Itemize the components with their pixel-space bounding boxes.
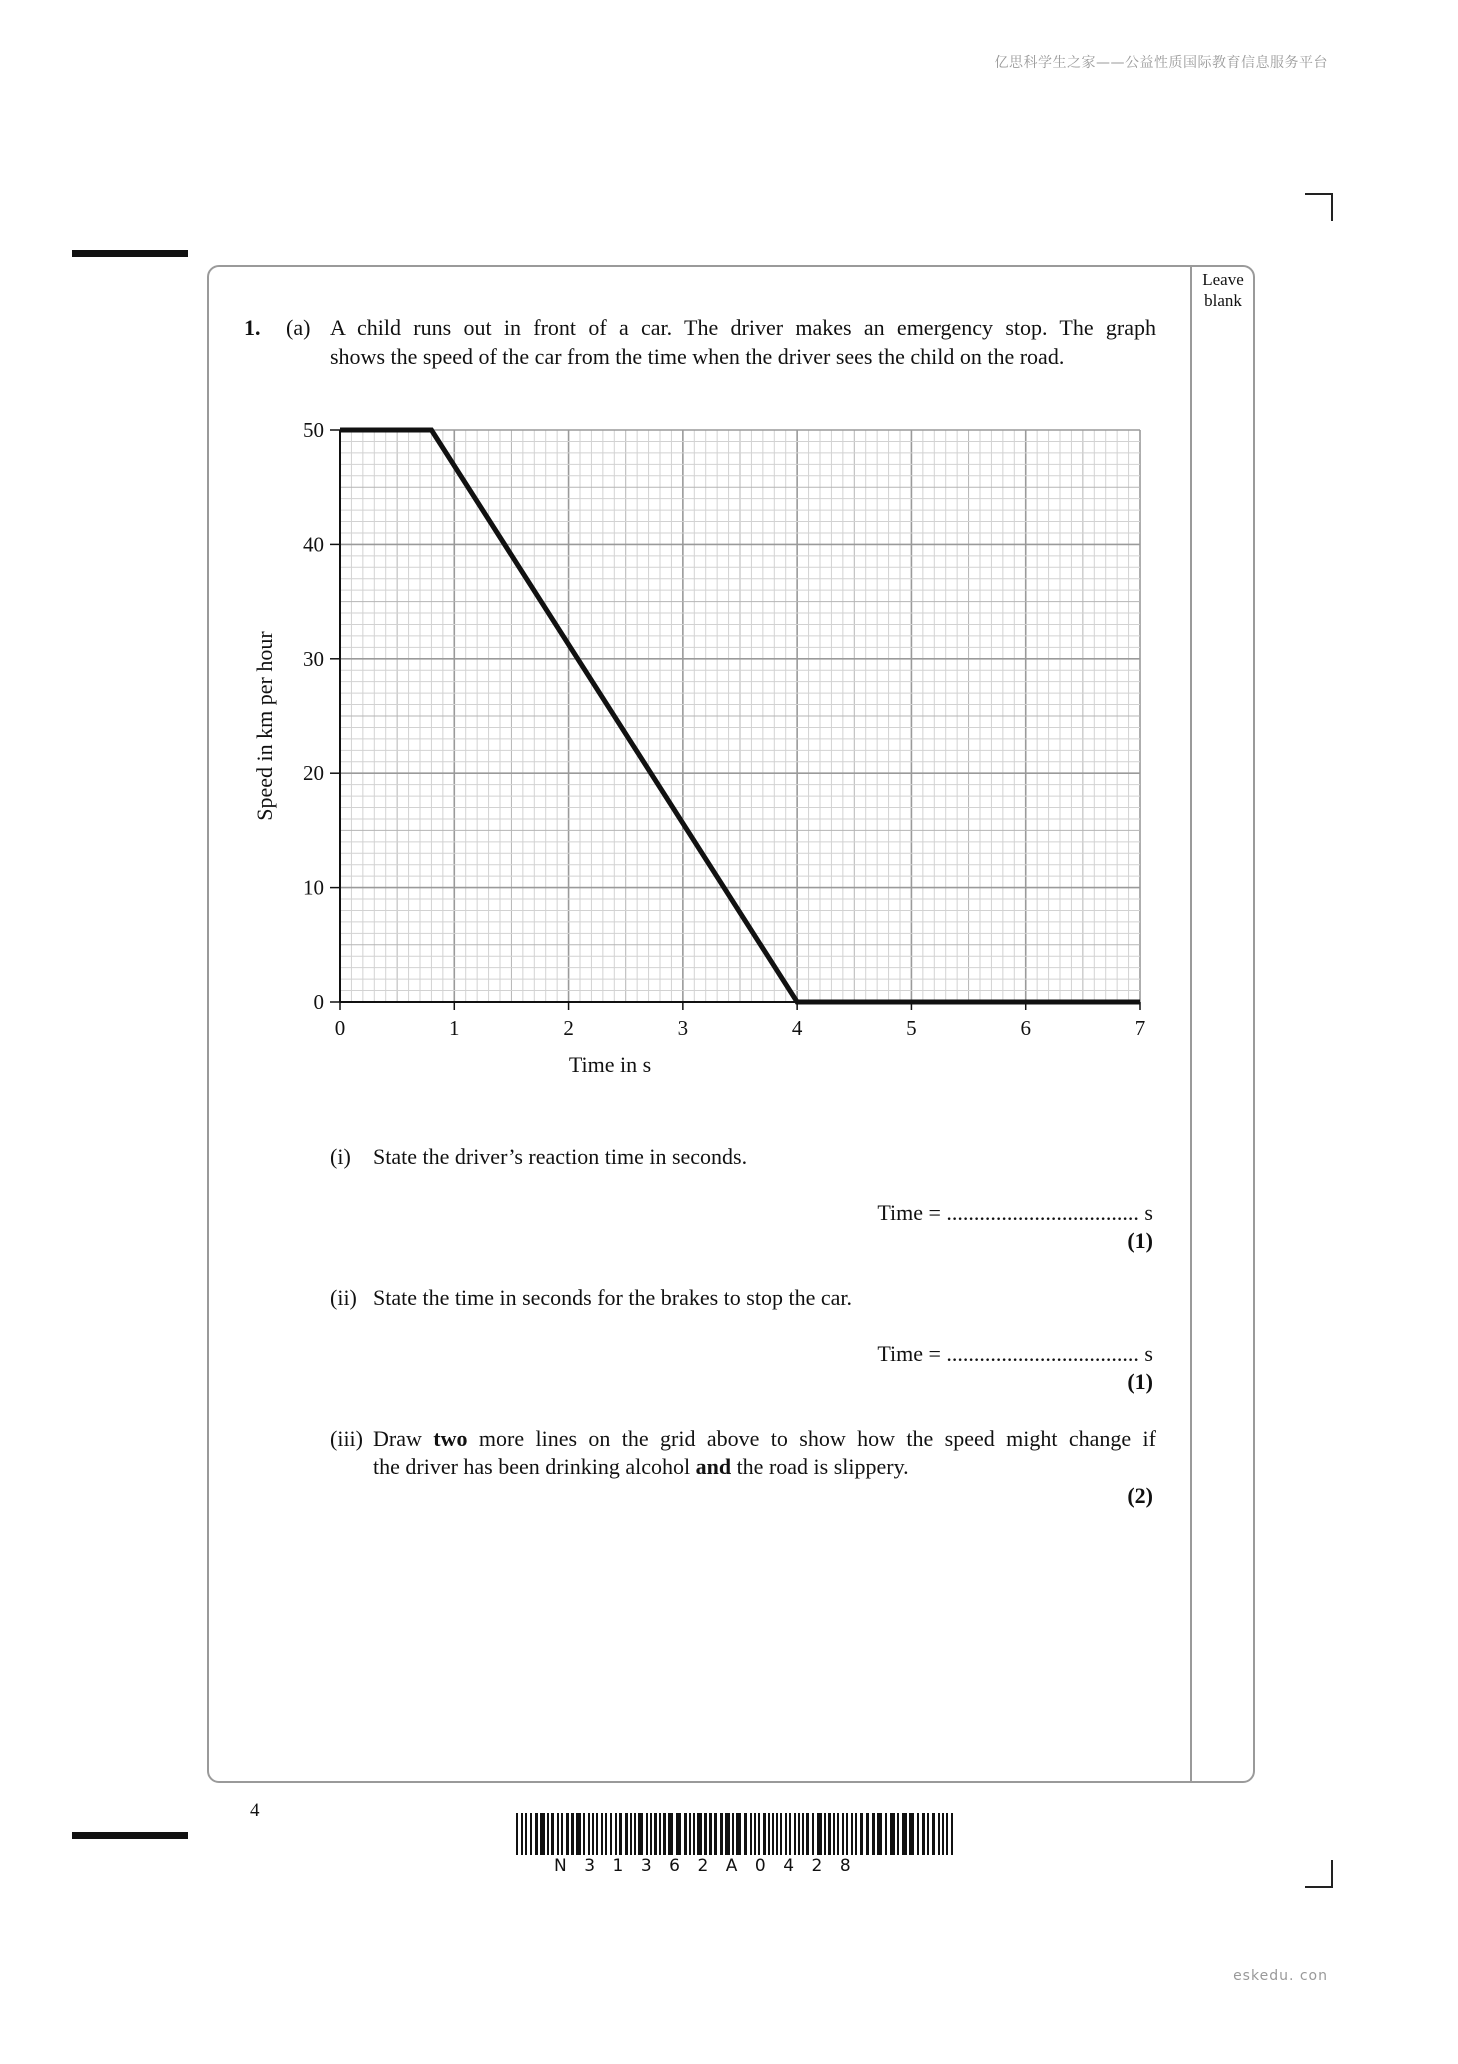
barcode-bar xyxy=(938,1813,940,1855)
registration-bar-bottom xyxy=(72,1832,188,1839)
barcode-bar xyxy=(684,1813,687,1855)
barcode-bar xyxy=(750,1813,752,1855)
barcode-bar xyxy=(630,1813,632,1855)
barcode-bar xyxy=(902,1813,907,1855)
barcode-bar xyxy=(763,1813,766,1855)
x-tick-label: 2 xyxy=(563,1016,574,1040)
registration-bar-top xyxy=(72,250,188,257)
barcode-bar xyxy=(650,1813,652,1855)
barcode-bar xyxy=(846,1813,848,1855)
barcode-bar xyxy=(725,1813,730,1855)
barcode-bar xyxy=(872,1813,875,1855)
barcode-bar xyxy=(794,1813,796,1855)
footer-site: eskedu. con xyxy=(1233,1968,1328,1984)
barcode-bar xyxy=(951,1813,953,1855)
sub-ii-label: (ii) xyxy=(330,1285,357,1310)
sub-iii-text-b: more lines on the grid above to show how the speed might change if xyxy=(478,1426,1156,1451)
barcode-bar xyxy=(659,1813,661,1855)
barcode-bar xyxy=(663,1813,666,1855)
barcode-bar xyxy=(704,1813,707,1855)
page-number: 4 xyxy=(250,1800,260,1821)
barcode-bar xyxy=(768,1813,770,1855)
barcode-bar xyxy=(798,1813,800,1855)
barcode-bar xyxy=(806,1813,809,1855)
barcode-bar xyxy=(885,1813,887,1855)
barcode-bar xyxy=(837,1813,839,1855)
barcode-bar xyxy=(754,1813,756,1855)
barcode-bar xyxy=(619,1813,622,1855)
barcode-bar xyxy=(789,1813,791,1855)
leave-blank-line2: blank xyxy=(1204,291,1242,310)
y-tick-label: 30 xyxy=(303,646,324,671)
barcode-bar xyxy=(697,1813,702,1855)
crop-mark-top xyxy=(1305,193,1332,195)
x-axis-label: Time in s xyxy=(568,1052,652,1077)
barcode-bar xyxy=(890,1813,895,1855)
barcode-bar xyxy=(732,1813,734,1855)
y-tick-label: 40 xyxy=(303,532,324,557)
barcode-bar xyxy=(897,1813,899,1855)
barcode-bar xyxy=(535,1813,538,1855)
barcode xyxy=(516,1813,956,1855)
y-tick-label: 0 xyxy=(313,990,324,1014)
barcode-bar xyxy=(576,1813,581,1855)
barcode-bar xyxy=(668,1813,673,1855)
y-tick-label: 20 xyxy=(303,761,324,786)
barcode-bar xyxy=(525,1813,527,1855)
question-number: 1. xyxy=(244,315,261,340)
barcode-bar xyxy=(654,1813,657,1855)
barcode-bar xyxy=(780,1813,782,1855)
barcode-bar xyxy=(922,1813,925,1855)
speed-time-graph xyxy=(240,405,1180,1105)
sub-i-text: State the driver’s reaction time in seconds. xyxy=(373,1144,748,1169)
barcode-bar xyxy=(812,1813,814,1855)
barcode-bar xyxy=(596,1813,598,1855)
crop-mark-bottom-vertical xyxy=(1331,1860,1333,1888)
barcode-bar xyxy=(610,1813,612,1855)
x-tick-label: 5 xyxy=(906,1016,917,1040)
barcode-bar xyxy=(817,1813,822,1855)
x-tick-label: 7 xyxy=(1134,1016,1146,1040)
barcode-bar xyxy=(551,1813,554,1855)
sub-iii-text-c: the driver has been drinking alcohol xyxy=(373,1454,691,1479)
barcode-bar xyxy=(828,1813,831,1855)
barcode-bar xyxy=(736,1813,741,1855)
barcode-bar xyxy=(601,1813,603,1855)
sub-iii-text-line1 xyxy=(373,1424,1156,1453)
x-tick-label: 1 xyxy=(449,1016,460,1040)
barcode-bar xyxy=(709,1813,712,1855)
x-tick-label: 6 xyxy=(1020,1016,1031,1040)
sub-i-answer-line[interactable]: Time = ................................... s xyxy=(877,1200,1153,1225)
barcode-bar xyxy=(942,1813,944,1855)
question-intro-line1: A child runs out in front of a car. The driver makes an emergency stop. The graph xyxy=(330,315,1156,340)
barcode-bar xyxy=(927,1813,929,1855)
barcode-bar xyxy=(917,1813,919,1855)
sub-iii-bold-two: two xyxy=(433,1426,468,1451)
header-watermark: 亿思科学生之家——公益性质国际教育信息服务平台 xyxy=(994,55,1328,71)
barcode-bar xyxy=(851,1813,853,1855)
barcode-bar xyxy=(693,1813,695,1855)
barcode-bar xyxy=(909,1813,914,1855)
barcode-bar xyxy=(547,1813,549,1855)
y-tick-label: 50 xyxy=(303,418,324,442)
sub-iii-text-a: Draw xyxy=(373,1426,422,1451)
barcode-bar xyxy=(540,1813,545,1855)
y-tick-label: 10 xyxy=(303,875,324,900)
leave-blank-label xyxy=(1192,269,1254,311)
barcode-bar xyxy=(833,1813,835,1855)
leave-blank-line1: Leave xyxy=(1202,270,1244,289)
barcode-text: N31362A0428 xyxy=(554,1856,869,1876)
sub-ii-answer-line[interactable]: Time = ................................... s xyxy=(877,1341,1153,1366)
barcode-bar xyxy=(860,1813,863,1855)
barcode-bar xyxy=(615,1813,617,1855)
y-axis-label: Speed in km per hour xyxy=(252,631,277,821)
barcode-bar xyxy=(571,1813,574,1855)
barcode-bar xyxy=(588,1813,590,1855)
barcode-bar xyxy=(557,1813,559,1855)
barcode-bar xyxy=(646,1813,648,1855)
barcode-bar xyxy=(946,1813,948,1855)
x-tick-label: 0 xyxy=(334,1016,346,1040)
x-tick-label: 4 xyxy=(791,1016,803,1040)
barcode-bar xyxy=(605,1813,607,1855)
barcode-bar xyxy=(561,1813,563,1855)
graph-ticks xyxy=(303,418,1145,1040)
sub-iii-label: (iii) xyxy=(330,1426,363,1451)
crop-mark-bottom xyxy=(1305,1886,1332,1888)
sub-ii-text: State the time in seconds for the brakes to stop the car. xyxy=(373,1285,852,1310)
question-part: (a) xyxy=(286,315,311,340)
barcode-bar xyxy=(877,1813,882,1855)
barcode-bar xyxy=(521,1813,523,1855)
barcode-bar xyxy=(855,1813,857,1855)
barcode-bar xyxy=(676,1813,681,1855)
sub-iii-marks: (2) xyxy=(1127,1483,1153,1508)
sub-iii-bold-and: and xyxy=(695,1454,732,1479)
sub-iii-text-d: the road is slippery. xyxy=(736,1454,909,1479)
barcode-bar xyxy=(625,1813,628,1855)
barcode-bar xyxy=(689,1813,691,1855)
sub-i-marks: (1) xyxy=(1127,1228,1153,1253)
x-tick-label: 3 xyxy=(677,1016,689,1040)
barcode-bar xyxy=(720,1813,723,1855)
question-intro-line2: shows the speed of the car from the time when the driver sees the child on the road. xyxy=(330,344,1065,369)
barcode-bar xyxy=(634,1813,636,1855)
barcode-bar xyxy=(866,1813,869,1855)
barcode-bar xyxy=(638,1813,643,1855)
barcode-bar xyxy=(772,1813,774,1855)
barcode-bar xyxy=(776,1813,778,1855)
barcode-bar xyxy=(583,1813,585,1855)
sub-ii-marks: (1) xyxy=(1127,1369,1153,1394)
barcode-bar xyxy=(744,1813,747,1855)
barcode-bar xyxy=(842,1813,844,1855)
barcode-bar xyxy=(785,1813,787,1855)
barcode-bar xyxy=(932,1813,935,1855)
barcode-bar xyxy=(824,1813,826,1855)
crop-mark-top-vertical xyxy=(1331,193,1333,221)
barcode-bar xyxy=(714,1813,717,1855)
barcode-bar xyxy=(530,1813,532,1855)
sub-i-label: (i) xyxy=(330,1144,351,1169)
barcode-bar xyxy=(758,1813,760,1855)
barcode-bar xyxy=(566,1813,569,1855)
leave-blank-divider xyxy=(1190,265,1192,1783)
barcode-bar xyxy=(592,1813,594,1855)
barcode-bar xyxy=(802,1813,804,1855)
barcode-bar xyxy=(516,1813,518,1855)
sub-iii-text-line2 xyxy=(373,1452,909,1481)
